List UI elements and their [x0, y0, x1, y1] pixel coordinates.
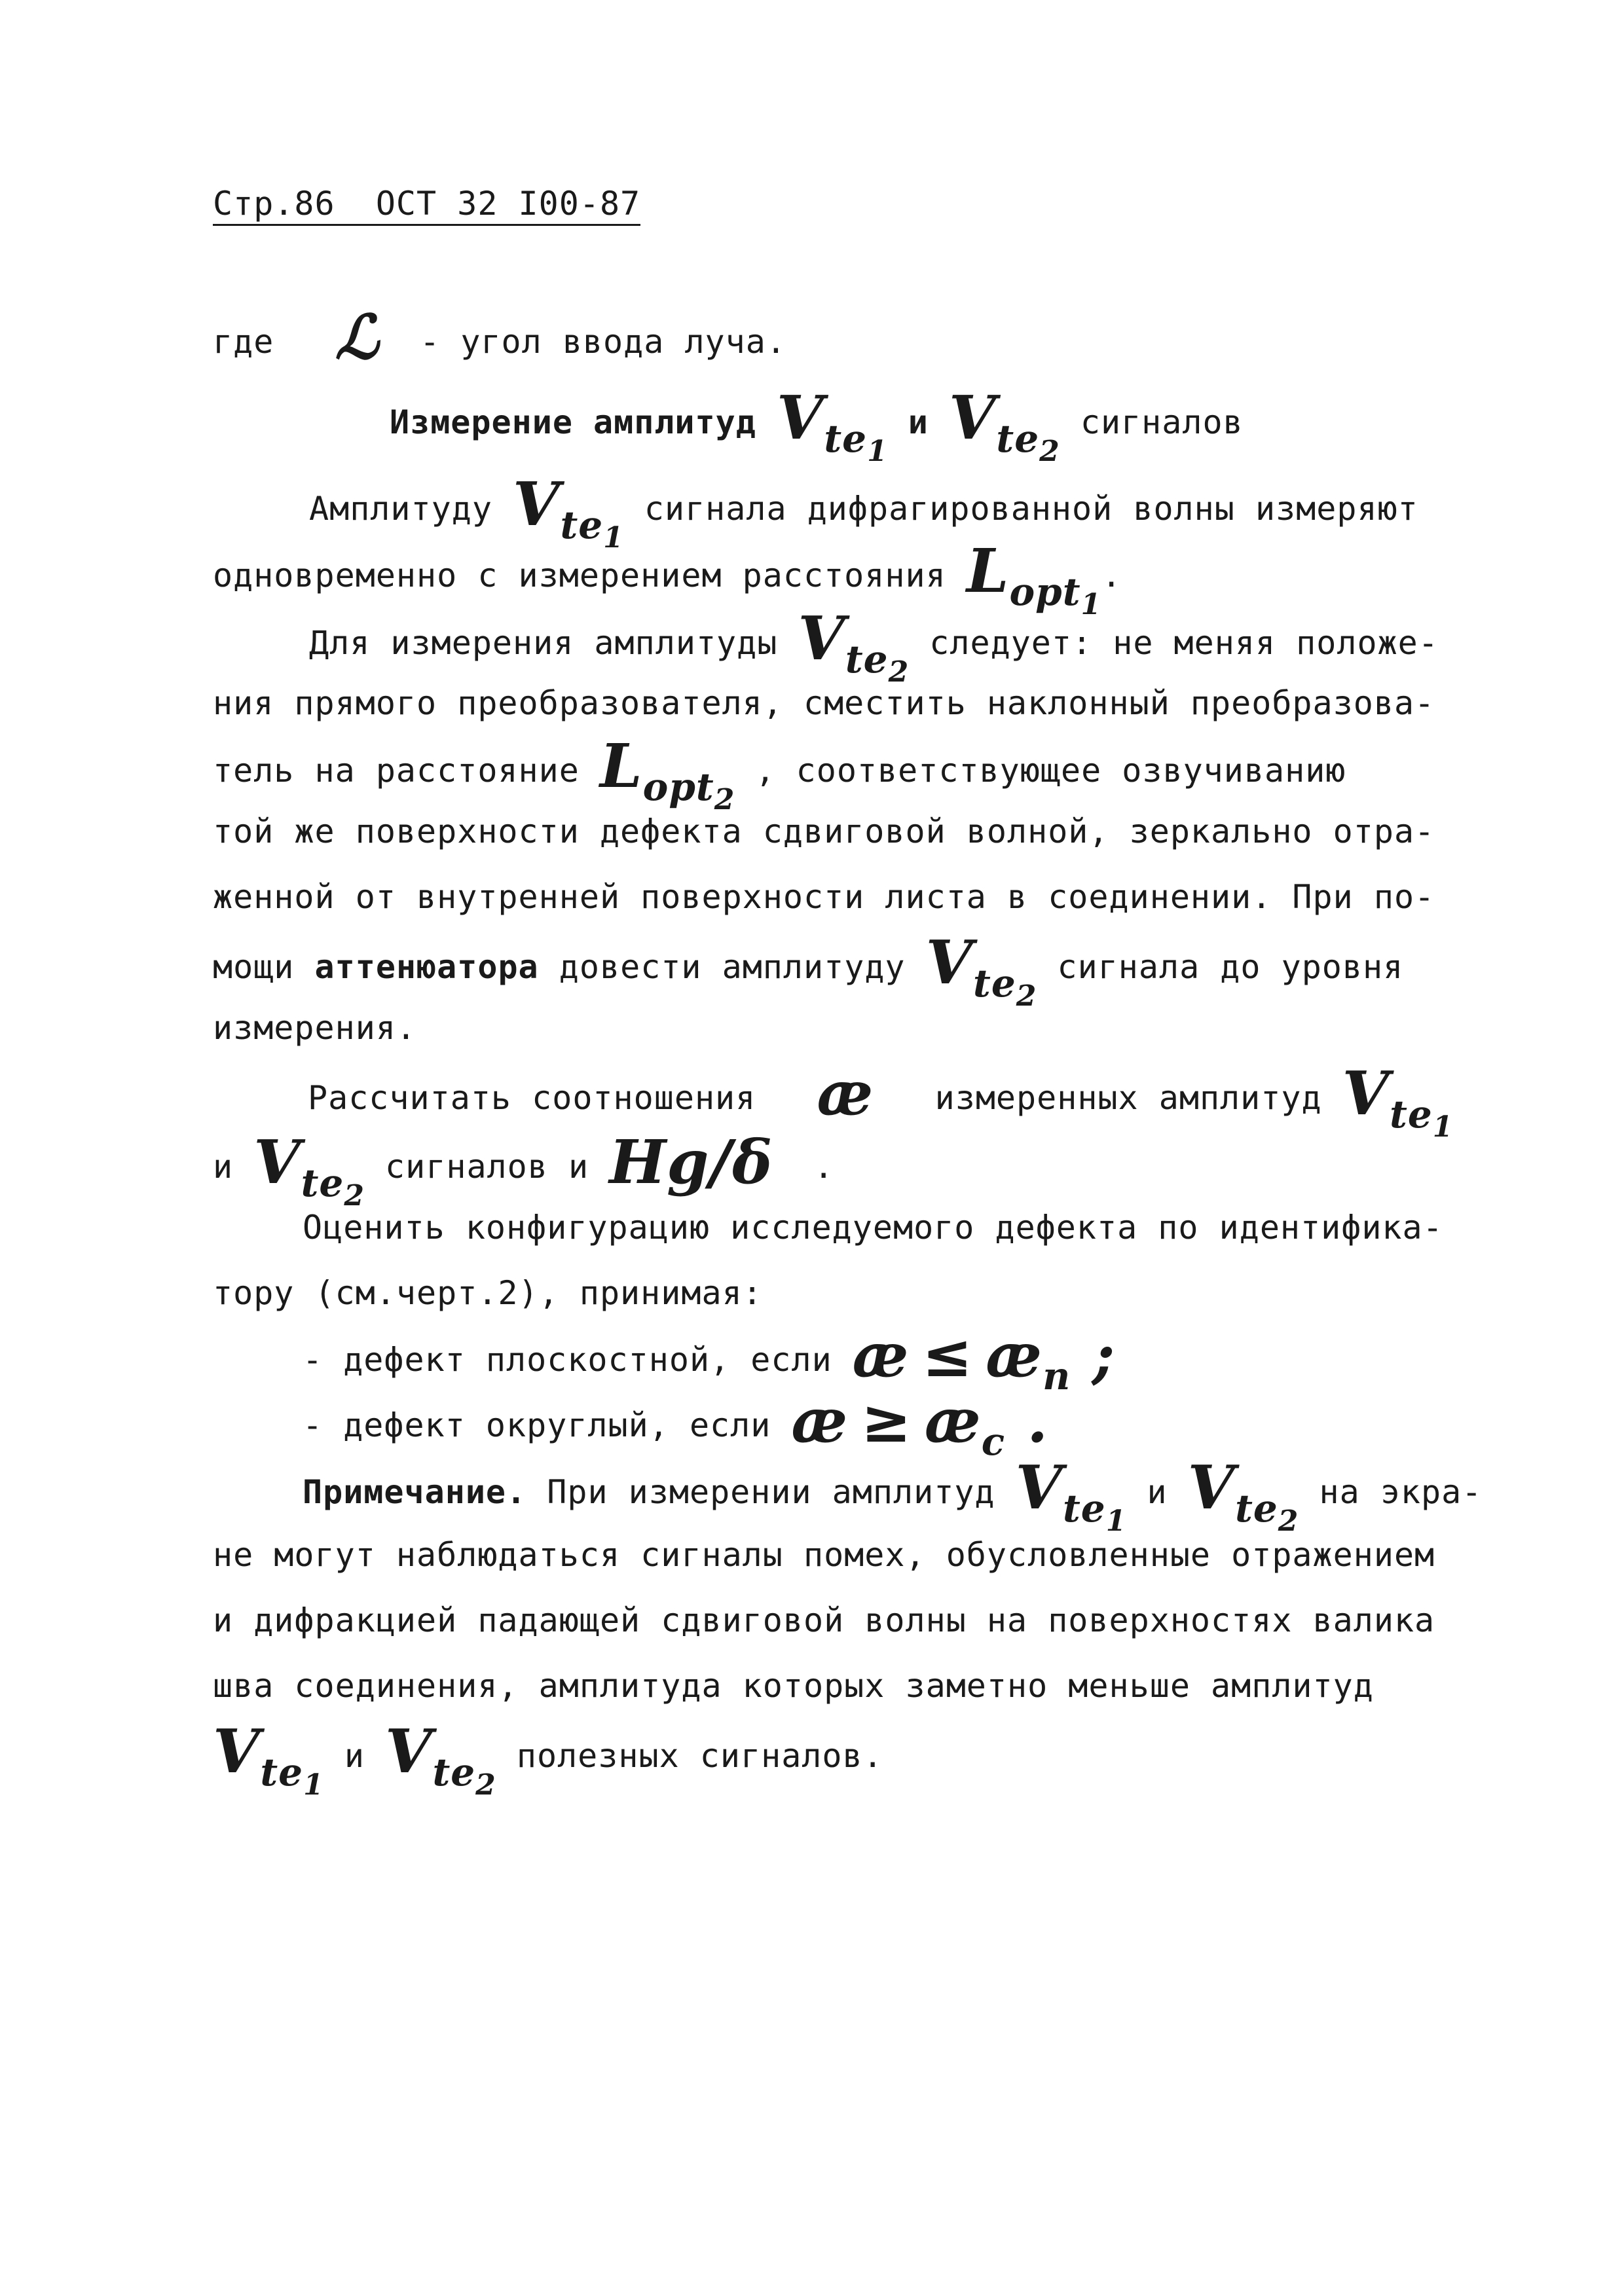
text: Измерение амплитуд	[390, 403, 756, 441]
text-line-7	[213, 731, 1346, 816]
text: Амплитуду	[309, 490, 492, 528]
kappa-symbol: æ	[817, 1058, 874, 1129]
text: сигналов	[1080, 403, 1244, 441]
text: , соответствующее озвучиванию	[755, 752, 1346, 790]
text: и	[1147, 1473, 1168, 1511]
text-line-8: той же поверхности дефекта сдвиговой волной, зеркально отра-	[213, 812, 1435, 850]
text-line-18	[303, 1452, 1483, 1538]
formula-vte2: $V_{te_2}$	[385, 1716, 496, 1802]
text: сигнала дифрагированной волны измеряют	[644, 490, 1418, 528]
text: аттенюатора	[314, 948, 539, 986]
text: - угол ввода луча.	[420, 323, 786, 361]
formula-vte1: $V_{te_1}$	[776, 382, 888, 468]
text: довести амплитуду	[559, 948, 906, 986]
formula-lopt2: $L_{opt_2}$	[599, 731, 735, 816]
text: и	[344, 1737, 365, 1775]
text-line-5	[309, 603, 1439, 689]
formula-vte1: $V_{te_1}$	[213, 1716, 324, 1802]
formula-vte2: $V_{te_2}$	[253, 1127, 365, 1212]
alpha-symbol: ℒ	[335, 302, 379, 373]
text: и	[908, 403, 929, 441]
text-line-6: ния прямого преобразователя, сместить наклонный преобразова-	[213, 684, 1435, 722]
formula-lopt1: $L_{opt_1}$	[966, 536, 1102, 621]
text: одновременно с измерением расстояния	[213, 556, 946, 594]
formula-kappa-ge-kc: æ ≥ $æ_c$ .	[791, 1385, 1049, 1464]
page-header: Стр.86 ОСТ 32 I00-87	[213, 185, 640, 226]
text-line-11: измерения.	[213, 1009, 417, 1047]
text-line-1	[213, 302, 786, 373]
text: - дефект округлый, если	[303, 1406, 771, 1444]
text-line-14: Оценить конфигурацию исследуемого дефекта по идентифика-	[303, 1209, 1443, 1247]
text: сигнала до уровня	[1057, 948, 1404, 986]
section-heading	[390, 382, 1244, 468]
text: - дефект плоскостной, если	[303, 1341, 832, 1379]
text: где	[213, 323, 274, 361]
text-line-3	[309, 469, 1418, 555]
text-line-13: и $V_{te_2}$ сигналов и Hg/δ .	[213, 1127, 834, 1212]
text: сигналов и	[385, 1148, 589, 1186]
text: на экра-	[1319, 1473, 1483, 1511]
text-line-22	[213, 1716, 883, 1802]
text-line-12	[308, 1058, 1454, 1144]
text-line-21: шва соединения, амплитуда которых заметно меньше амплитуд	[213, 1667, 1374, 1705]
text: измеренных амплитуд	[934, 1079, 1322, 1117]
text: полезных сигналов.	[516, 1737, 883, 1775]
text-line-17	[303, 1385, 1049, 1464]
text-line-9: женной от внутренней поверхности листа в соединении. При по-	[213, 878, 1435, 916]
text: Для измерения амплитуды	[309, 624, 778, 662]
text: и	[213, 1148, 234, 1186]
formula-kappa-le-kn: æ ≤ $æ_n$ ;	[852, 1320, 1116, 1398]
formula-vte1: $V_{te_1}$	[1342, 1058, 1454, 1144]
text: следует: не меняя положе-	[929, 624, 1439, 662]
formula-vte1: $V_{te_1}$	[1015, 1452, 1127, 1538]
text: мощи	[213, 948, 295, 986]
text-line-19: не могут наблюдаться сигналы помех, обусловленные отражением	[213, 1536, 1435, 1574]
formula-hg-delta: Hg/δ	[609, 1127, 773, 1197]
formula-vte2: $V_{te_2}$	[798, 603, 910, 689]
text: При измерении амплитуд	[547, 1473, 995, 1511]
formula-vte2: $V_{te_2}$	[925, 927, 1037, 1013]
text-line-15: тору (см.черт.2), принимая:	[213, 1274, 763, 1312]
text-line-4: одновременно с измерением расстояния $L_{opt_1}$.	[213, 536, 1122, 621]
text-line-16	[303, 1320, 1116, 1398]
formula-vte2: $V_{te_2}$	[1187, 1452, 1299, 1538]
formula-vte2: $V_{te_2}$	[949, 382, 1060, 468]
text-line-10	[213, 927, 1404, 1013]
formula-vte1: $V_{te_1}$	[513, 469, 624, 555]
text-line-20: и дифракцией падающей сдвиговой волны на поверхностях валика	[213, 1601, 1435, 1639]
text: Рассчитать соотношения	[308, 1079, 756, 1117]
text: тель на расстояние	[213, 752, 580, 790]
text: Примечание.	[303, 1473, 527, 1511]
